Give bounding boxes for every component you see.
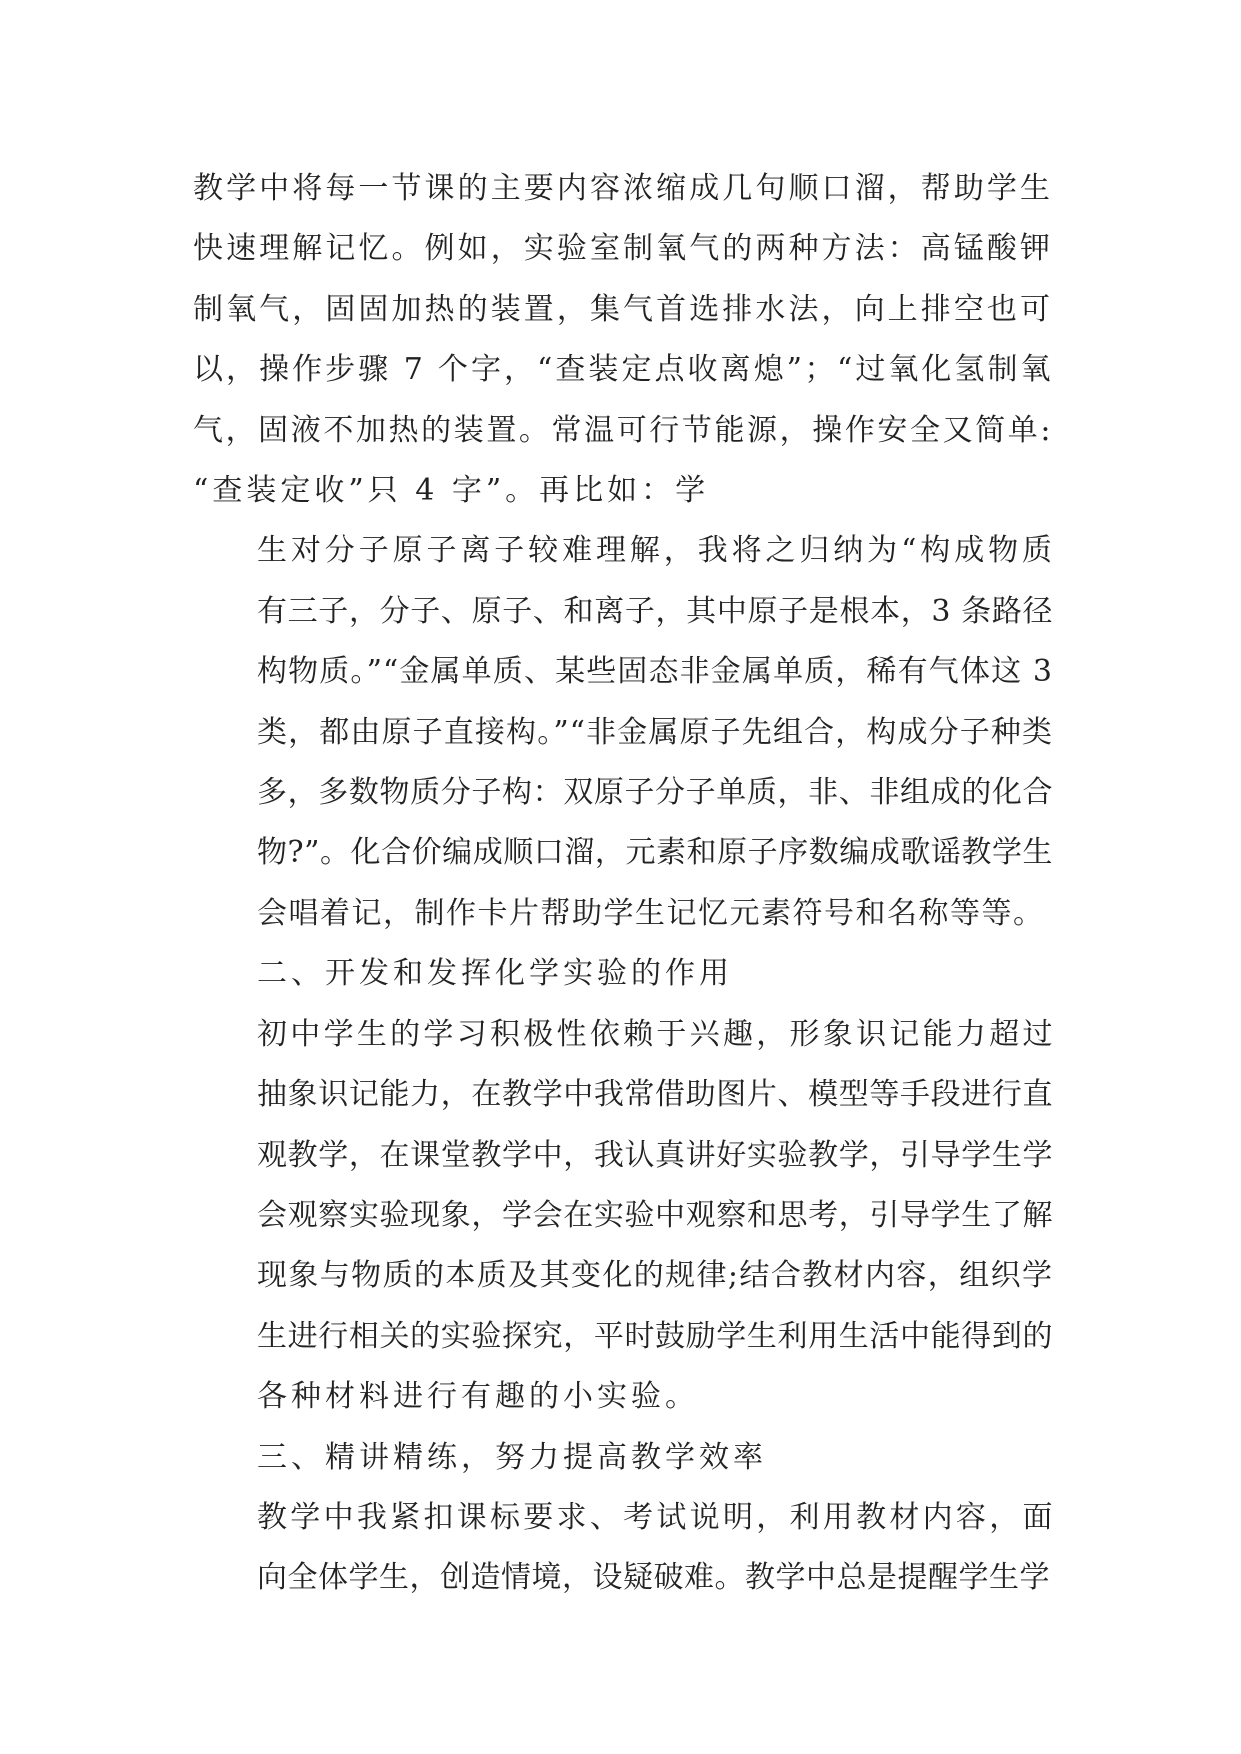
text-line: 观教学，在课堂教学中，我认真讲好实验教学，引导学生学	[257, 1137, 1053, 1173]
text-line: 生对分子原子离子较难理解，我将之归纳为“构成物质	[257, 533, 1053, 569]
text-line: 快速理解记忆。例如，实验室制氧气的两种方法：高锰酸钾	[193, 231, 1053, 267]
text-line: 三、精讲精练，努力提高教学效率	[257, 1439, 767, 1475]
paragraph	[193, 1488, 1053, 1609]
text-line: 初中学生的学习积极性依赖于兴趣，形象识记能力超过	[257, 1016, 1053, 1052]
paragraph	[193, 944, 1053, 1004]
paragraph	[193, 1005, 1053, 1428]
text-line: 以，操作步骤 7 个字，“查装定点收离熄”；“过氧化氢制氧	[193, 352, 1053, 388]
text-line: 二、开发和发挥化学实验的作用	[257, 956, 733, 992]
text-line: 多，多数物质分子构：双原子分子单质，非、非组成的化合	[257, 775, 1053, 811]
paragraph	[193, 159, 1053, 521]
text-line: 制氧气，固固加热的装置，集气首选排水法，向上排空也可	[193, 291, 1053, 327]
text-line: 教学中将每一节课的主要内容浓缩成几句顺口溜，帮助学生	[193, 171, 1053, 206]
document-body	[193, 159, 1053, 1609]
text-line: 教学中我紧扣课标要求、考试说明，利用教材内容，面	[257, 1499, 1053, 1535]
text-line: 生进行相关的实验探究，平时鼓励学生利用生活中能得到的	[257, 1318, 1053, 1354]
text-line: “查装定收”只 4 字”。再比如：学	[193, 473, 710, 509]
text-line: 构物质。”“金属单质、某些固态非金属单质，稀有气体这 3	[257, 654, 1053, 690]
paragraph	[193, 1428, 1053, 1488]
text-line: 向全体学生，创造情境，设疑破难。教学中总是提醒学生学	[257, 1560, 1050, 1596]
text-line: 类，都由原子直接构。”“非金属原子先组合，构成分子种类	[257, 714, 1053, 750]
text-line: 各种材料进行有趣的小实验。	[257, 1379, 699, 1415]
paragraph	[193, 521, 1053, 944]
text-line: 现象与物质的本质及其变化的规律;结合教材内容，组织学	[257, 1258, 1053, 1294]
text-line: 有三子，分子、原子、和离子，其中原子是根本，3 条路径	[257, 593, 1053, 629]
text-line: 抽象识记能力，在教学中我常借助图片、模型等手段进行直	[257, 1077, 1053, 1113]
text-line: 气，固液不加热的装置。常温可行节能源，操作安全又简单:	[193, 412, 1053, 448]
text-line: 会观察实验现象，学会在实验中观察和思考，引导学生了解	[257, 1197, 1053, 1233]
text-line: 物?”。化合价编成顺口溜，元素和原子序数编成歌谣教学生	[257, 835, 1053, 871]
text-line: 会唱着记，制作卡片帮助学生记忆元素符号和名称等等。	[257, 895, 1045, 931]
